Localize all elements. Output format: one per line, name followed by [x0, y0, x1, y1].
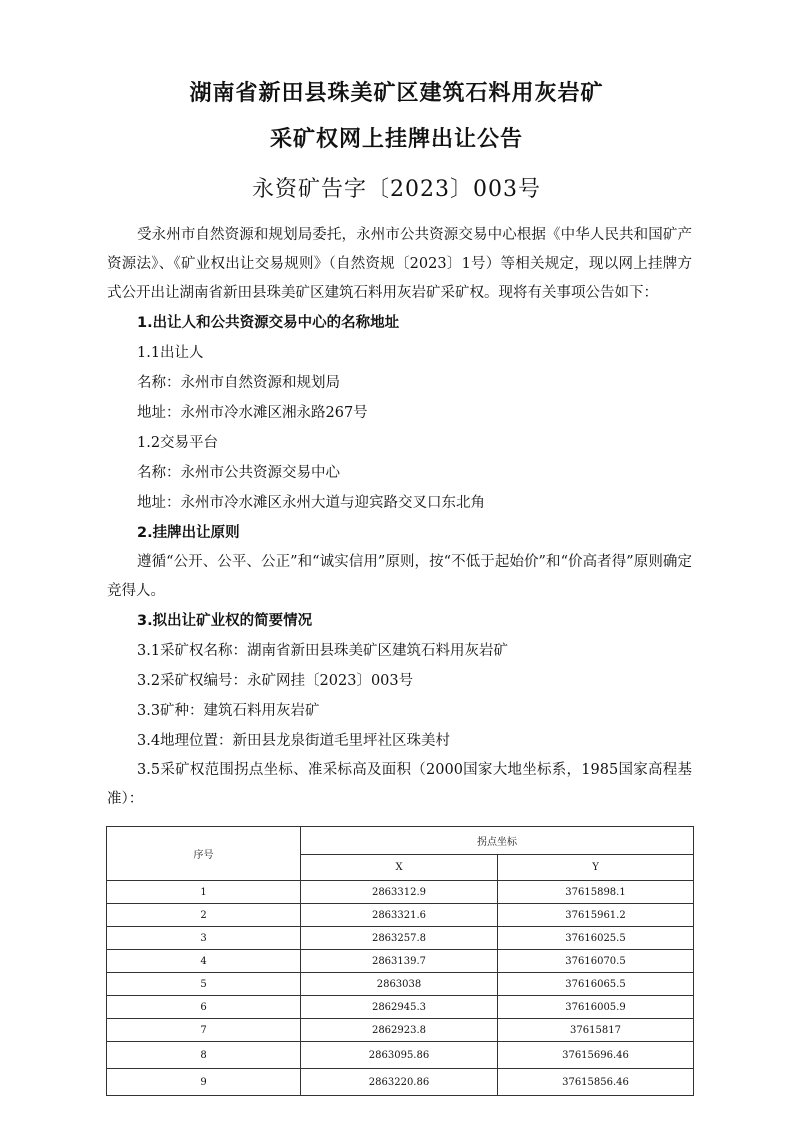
transferor-name: 名称：永州市自然资源和规划局	[137, 375, 340, 391]
section-1-1-heading: 1.1出让人	[137, 345, 204, 361]
cell-x: 2863257.8	[301, 927, 498, 950]
table-row	[107, 904, 694, 927]
cell-x: 2863139.7	[301, 950, 498, 973]
cell-x: 2862923.8	[301, 1019, 498, 1042]
cell-y: 37616005.9	[498, 996, 694, 1019]
section-3-3: 3.3矿种：建筑石料用灰岩矿	[137, 703, 320, 719]
table-row	[107, 1019, 694, 1042]
table-row	[107, 996, 694, 1019]
cell-y: 37615696.46	[498, 1042, 694, 1069]
cell-index: 4	[107, 950, 301, 973]
cell-y: 37616065.5	[498, 973, 694, 996]
section-1-2-heading: 1.2交易平台	[137, 435, 219, 451]
cell-index: 3	[107, 927, 301, 950]
header-x: X	[301, 855, 498, 881]
header-inflection-coords: 拐点坐标	[301, 827, 694, 855]
section-2-text: 遵循“公开、公平、公正”和“诚实信用”原则，按“不低于起始价”和“价高者得”原则确定竞得人。	[107, 554, 692, 599]
cell-x: 2863312.9	[301, 881, 498, 904]
header-y: Y	[498, 855, 694, 881]
title-line-2: 采矿权网上挂牌出让公告	[269, 127, 523, 152]
cell-x: 2863321.6	[301, 904, 498, 927]
table-row	[107, 973, 694, 996]
section-3-4: 3.4地理位置：新田县龙泉街道毛里坪社区珠美村	[137, 733, 451, 749]
intro-paragraph: 受永州市自然资源和规划局委托，永州市公共资源交易中心根据《中华人民共和国矿产资源法》、《矿业权出让交易规则》（自然资规〔2023〕1号）等相关规定，现以网上挂牌方式公开出让湖南省新田县珠美矿区建筑石料用灰岩矿采矿权。现将有关事项公告如下：	[107, 227, 692, 301]
cell-y: 37616070.5	[498, 950, 694, 973]
header-index: 序号	[107, 827, 301, 881]
cell-y: 37615856.46	[498, 1069, 694, 1096]
section-3-heading: 3.拟出让矿业权的简要情况	[137, 613, 313, 629]
cell-index: 2	[107, 904, 301, 927]
table-row	[107, 950, 694, 973]
coordinates-table	[106, 826, 694, 1096]
transferor-address: 地址：永州市冷水滩区湘永路267号	[137, 405, 368, 421]
platform-name: 名称：永州市公共资源交易中心	[137, 465, 340, 481]
section-3-2: 3.2采矿权编号：永矿网挂〔2023〕003号	[137, 673, 414, 689]
table-row	[107, 927, 694, 950]
table-row	[107, 1042, 694, 1069]
cell-x: 2863220.86	[301, 1069, 498, 1096]
cell-index: 1	[107, 881, 301, 904]
cell-index: 7	[107, 1019, 301, 1042]
table-row	[107, 1069, 694, 1096]
section-2-heading: 2.挂牌出让原则	[137, 525, 240, 541]
table-row	[107, 881, 694, 904]
title-line-1: 湖南省新田县珠美矿区建筑石料用灰岩矿	[189, 81, 604, 106]
section-1-heading: 1.出让人和公共资源交易中心的名称地址	[137, 315, 400, 331]
document-body	[107, 221, 692, 814]
cell-index: 6	[107, 996, 301, 1019]
document-number: 永资矿告字〔2023〕003号	[252, 177, 541, 202]
cell-y: 37616025.5	[498, 927, 694, 950]
cell-index: 8	[107, 1042, 301, 1069]
cell-x: 2863038	[301, 973, 498, 996]
cell-x: 2863095.86	[301, 1042, 498, 1069]
cell-index: 9	[107, 1069, 301, 1096]
platform-address: 地址：永州市冷水滩区永州大道与迎宾路交叉口东北角	[137, 495, 485, 511]
section-3-1: 3.1采矿权名称：湖南省新田县珠美矿区建筑石料用灰岩矿	[137, 643, 509, 659]
cell-y: 37615961.2	[498, 904, 694, 927]
section-3-5: 3.5采矿权范围拐点坐标、准采标高及面积（2000国家大地坐标系，1985国家高程基准）：	[107, 762, 692, 807]
cell-y: 37615817	[498, 1019, 694, 1042]
cell-x: 2862945.3	[301, 996, 498, 1019]
cell-y: 37615898.1	[498, 881, 694, 904]
cell-index: 5	[107, 973, 301, 996]
